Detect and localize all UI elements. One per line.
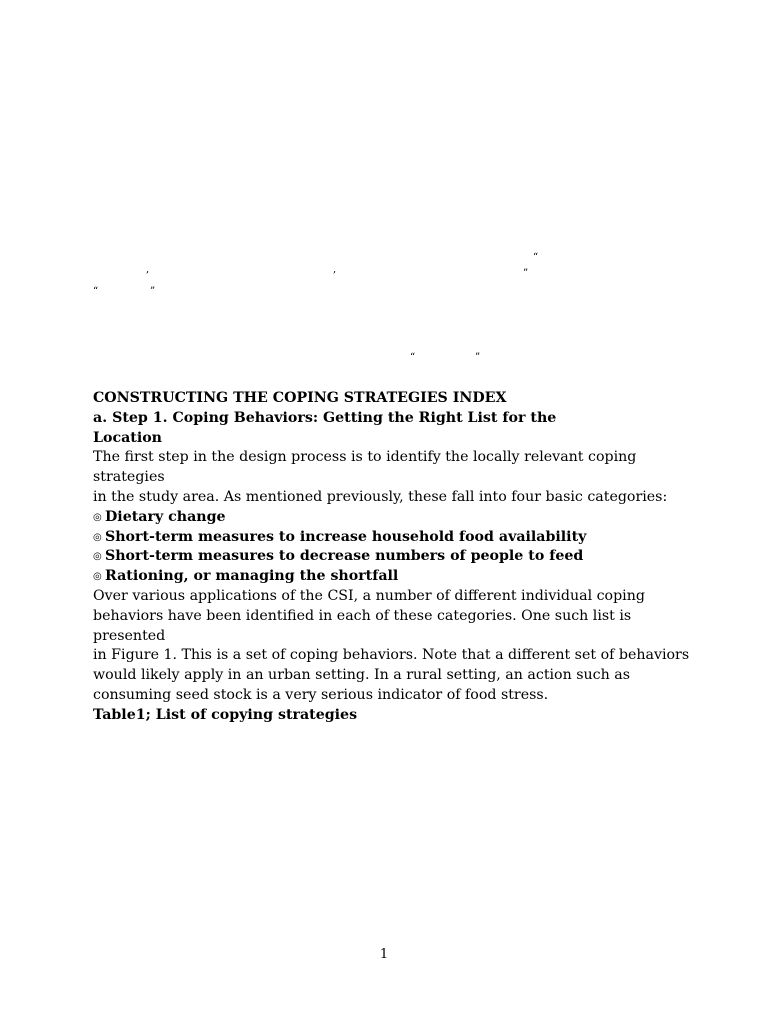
bullet-icon: ◎ (93, 551, 102, 563)
category-label: Short-term measures to decrease numbers of people to feed (105, 548, 584, 565)
step-heading-continued: Location (93, 429, 162, 446)
body-line: would likely apply in an urban setting. In a rural setting, an action such as (93, 667, 630, 684)
table-caption: Table1; List of copying strategies (93, 706, 358, 723)
stray-open-quote: “ (533, 252, 539, 263)
intro-line: The first step in the design process is to identify the locally relevant coping strategies (93, 449, 637, 486)
category-label: Dietary change (105, 508, 226, 525)
stray-comma: , (333, 264, 337, 275)
body-line: in Figure 1. This is a set of coping behaviors. Note that a different set of behaviors (93, 647, 690, 664)
intro-line: in the study area. As mentioned previously, these fall into four basic categories: (93, 488, 668, 505)
body-line: Over various applications of the CSI, a number of different individual coping (93, 587, 645, 604)
section-heading: CONSTRUCTING THE COPING STRATEGIES INDEX (93, 390, 507, 406)
category-list-item (93, 567, 693, 587)
category-list-item (93, 528, 693, 548)
category-label: Rationing, or managing the shortfall (105, 568, 399, 585)
stray-open-quote: “ (93, 286, 99, 297)
body-line: consuming seed stock is a very serious indicator of food stress. (93, 686, 549, 703)
bullet-icon: ◎ (93, 571, 102, 583)
main-content (93, 389, 693, 726)
stray-close-quote: ” (475, 352, 481, 363)
bullet-icon: ◎ (93, 511, 102, 523)
category-list-item (93, 508, 693, 528)
stray-close-quote: ” (150, 286, 156, 297)
category-list-item (93, 547, 693, 567)
step-heading: a. Step 1. Coping Behaviors: Getting the Right List for the (93, 409, 557, 426)
bullet-icon: ◎ (93, 531, 102, 543)
stray-comma: , (146, 264, 150, 275)
stray-open-quote: “ (410, 352, 416, 363)
category-label: Short-term measures to increase household food availability (105, 528, 587, 545)
stray-close-quote: ” (523, 268, 529, 279)
page-number: 1 (379, 947, 389, 962)
body-line: behaviors have been identified in each of these categories. One such list is presented (93, 607, 632, 644)
